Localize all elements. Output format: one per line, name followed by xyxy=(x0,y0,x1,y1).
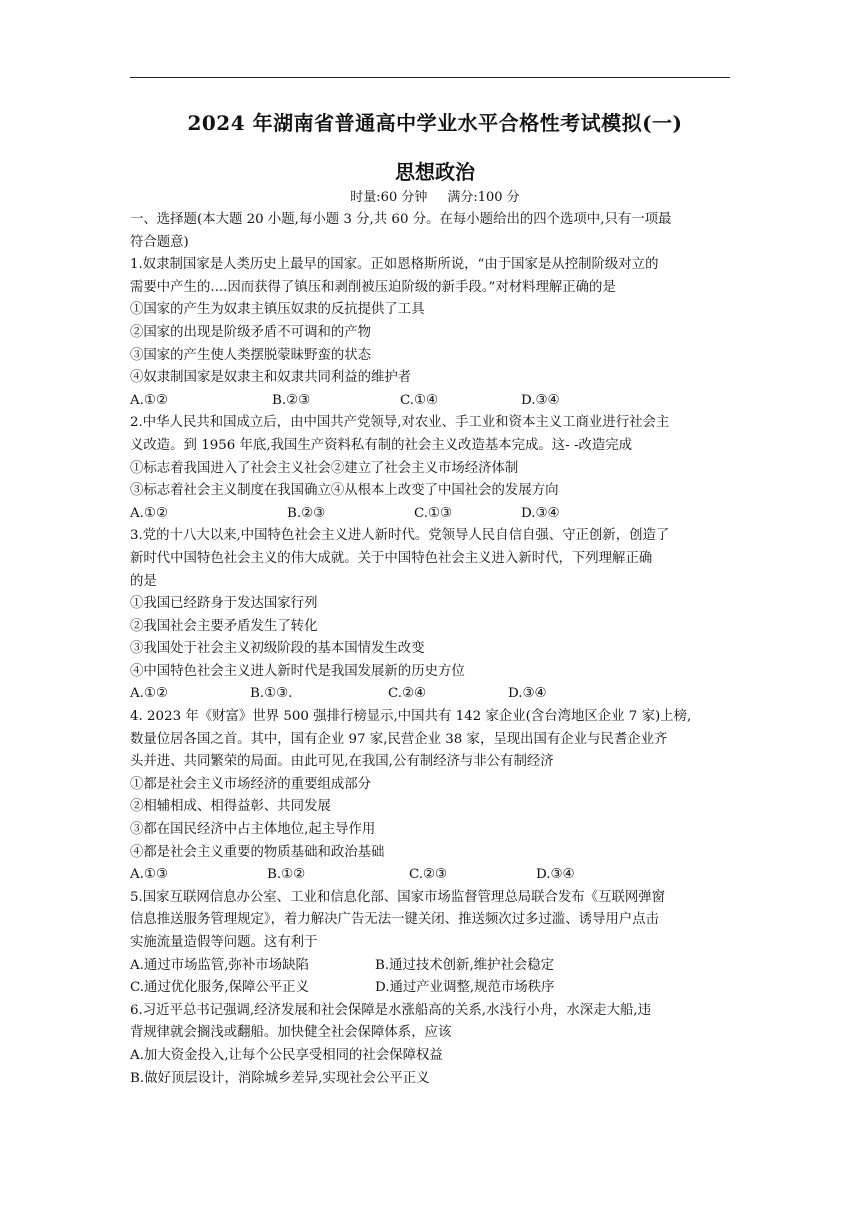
exam-title: 2024 年湖南省普通高中学业水平合格性考试模拟(一) xyxy=(187,111,683,135)
question-stem: 背规律就会搁浅或翻船。加快健全社会保障体系，应该 xyxy=(130,1025,452,1041)
option-b: B.②③ xyxy=(287,505,326,521)
option-c: C.②③ xyxy=(409,867,448,883)
statement: ②相辅相成、相得益彰、共同发展 xyxy=(130,799,331,815)
question-3 xyxy=(130,525,740,706)
question-4 xyxy=(130,706,740,887)
option-c: C.通过优化服务,保障公平正义 xyxy=(130,980,309,996)
statement: ③国家的产生使人类摆脱蒙昧野蛮的状态 xyxy=(130,347,372,363)
statement: ①我国已经跻身于发达国家行列 xyxy=(130,596,318,612)
question-stem: 需要中产生的....因而获得了镇压和剥削被压迫阶级的新手段。”对材料理解正确的是 xyxy=(130,279,616,295)
statement: ④奴隶制国家是奴隶主和奴隶共同利益的维护者 xyxy=(130,370,412,386)
option-a: A.①② xyxy=(130,686,168,702)
question-2 xyxy=(130,412,740,525)
question-6 xyxy=(130,1000,740,1090)
section-heading: 一、选择题(本大题 20 小题,每小题 3 分,共 60 分。在每小题给出的四个选项中,只有一项最 xyxy=(130,212,672,227)
question-stem: 新时代中国特色社会主义的伟大成就。关于中国特色社会主义进入新时代，下列理解正确 xyxy=(130,550,653,566)
statement: ①国家的产生为奴隶主镇压奴隶的反抗提供了工具 xyxy=(130,302,425,318)
statement: ④都是社会主义重要的物质基础和政治基础 xyxy=(130,844,385,860)
full-score: 满分:100 分 xyxy=(447,190,520,205)
option-d: D.通过产业调整,规范市场秩序 xyxy=(375,980,555,996)
section-heading-cont: 符合题意) xyxy=(130,234,189,250)
time-score-line xyxy=(130,187,740,209)
option-b: B.②③ xyxy=(272,392,311,408)
question-stem: 义改造。到 1956 年底,我国生产资料私有制的社会主义改造基本完成。这- -改造完成 xyxy=(130,437,633,453)
question-stem: 信息推送服务管理规定》，着力解决广告无法一键关闭、推送频次过多过滥、诱导用户点击 xyxy=(130,912,659,928)
statement: ①都是社会主义市场经济的重要组成部分 xyxy=(130,776,372,792)
question-stem: 5.国家互联网信息办公室、工业和信息化部、国家市场监督管理总局联合发布《互联网弹窗 xyxy=(130,889,666,905)
options-row xyxy=(130,503,740,526)
header-rule xyxy=(130,77,730,78)
statement: ②我国社会主要矛盾发生了转化 xyxy=(130,618,318,634)
option-a: A.通过市场监管,弥补市场缺陷 xyxy=(130,957,309,973)
statement: ③标志着社会主义制度在我国确立④从根本上改变了中国社会的发展方向 xyxy=(130,483,559,499)
time-limit: 时量:60 分钟 xyxy=(350,190,428,205)
option-a: A.①② xyxy=(130,392,168,408)
option-b: B.①③. xyxy=(250,686,293,702)
question-stem: 2.中华人民共和国成立后，由中国共产党领导,对农业、手工业和资本主义工商业进行社会主 xyxy=(130,415,670,431)
statement: ③我国处于社会主义初级阶段的基本国情发生改变 xyxy=(130,641,425,657)
statement: ④中国特色社会主义进人新时代是我国发展新的历史方位 xyxy=(130,663,465,679)
exam-page xyxy=(130,108,740,1090)
options-row xyxy=(130,683,740,706)
option-d: D.③④ xyxy=(536,867,575,883)
question-stem: 3.党的十八大以来,中国特色社会主义进人新时代。党领导人民自信自强、守正创新，创造了 xyxy=(130,528,670,544)
options-row xyxy=(130,390,740,413)
option-d: D.③④ xyxy=(508,686,547,702)
question-1 xyxy=(130,254,740,412)
option-a: A.①② xyxy=(130,505,168,521)
option-c: C.②④ xyxy=(388,686,427,702)
option-a: A.加大资金投入,让每个公民享受相同的社会保障权益 xyxy=(130,1047,443,1063)
option-a: A.①③ xyxy=(130,867,168,883)
question-stem: 实施流量造假等问题。这有利于 xyxy=(130,935,318,950)
statement: ①标志着我国进入了社会主义社会②建立了社会主义市场经济体制 xyxy=(130,460,519,476)
question-stem: 1.奴隶制国家是人类历史上最早的国家。正如恩格斯所说，“由于国家是从控制阶级对立的 xyxy=(130,257,659,273)
options-row xyxy=(130,977,740,1000)
option-d: D.③④ xyxy=(521,505,560,521)
subject-title: 思想政治 xyxy=(395,160,475,184)
question-stem: 4. 2023 年《财富》世界 500 强排行榜显示,中国共有 142 家企业(含台湾地区企业 7 家)上榜, xyxy=(130,709,692,725)
option-b: B.做好顶层设计，消除城乡差异,实现社会公平正义 xyxy=(130,1070,430,1086)
option-b: B.①② xyxy=(267,867,306,883)
question-stem: 的是 xyxy=(130,573,157,589)
question-5 xyxy=(130,887,740,1000)
option-c: C.①③ xyxy=(414,505,453,521)
option-d: D.③④ xyxy=(521,392,560,408)
question-stem: 数量位居各国之首。其中，国有企业 97 家,民营企业 38 家，呈现出国有企业与民耆企业齐 xyxy=(130,731,668,747)
question-stem: 6.习近平总书记强调,经济发展和社会保障是水涨船高的关系,水浅行小舟，水深走大船,违 xyxy=(130,1002,651,1018)
option-b: B.通过技术创新,维护社会稳定 xyxy=(375,957,555,973)
options-row xyxy=(130,864,740,887)
statement: ②国家的出现是阶级矛盾不可调和的产物 xyxy=(130,324,372,340)
question-stem: 头并进、共同繁荣的局面。由此可见,在我国,公有制经济与非公有制经济 xyxy=(130,754,554,770)
option-c: C.①④ xyxy=(400,392,439,408)
statement: ③都在国民经济中占主体地位,起主导作用 xyxy=(130,822,376,838)
options-row xyxy=(130,955,740,978)
